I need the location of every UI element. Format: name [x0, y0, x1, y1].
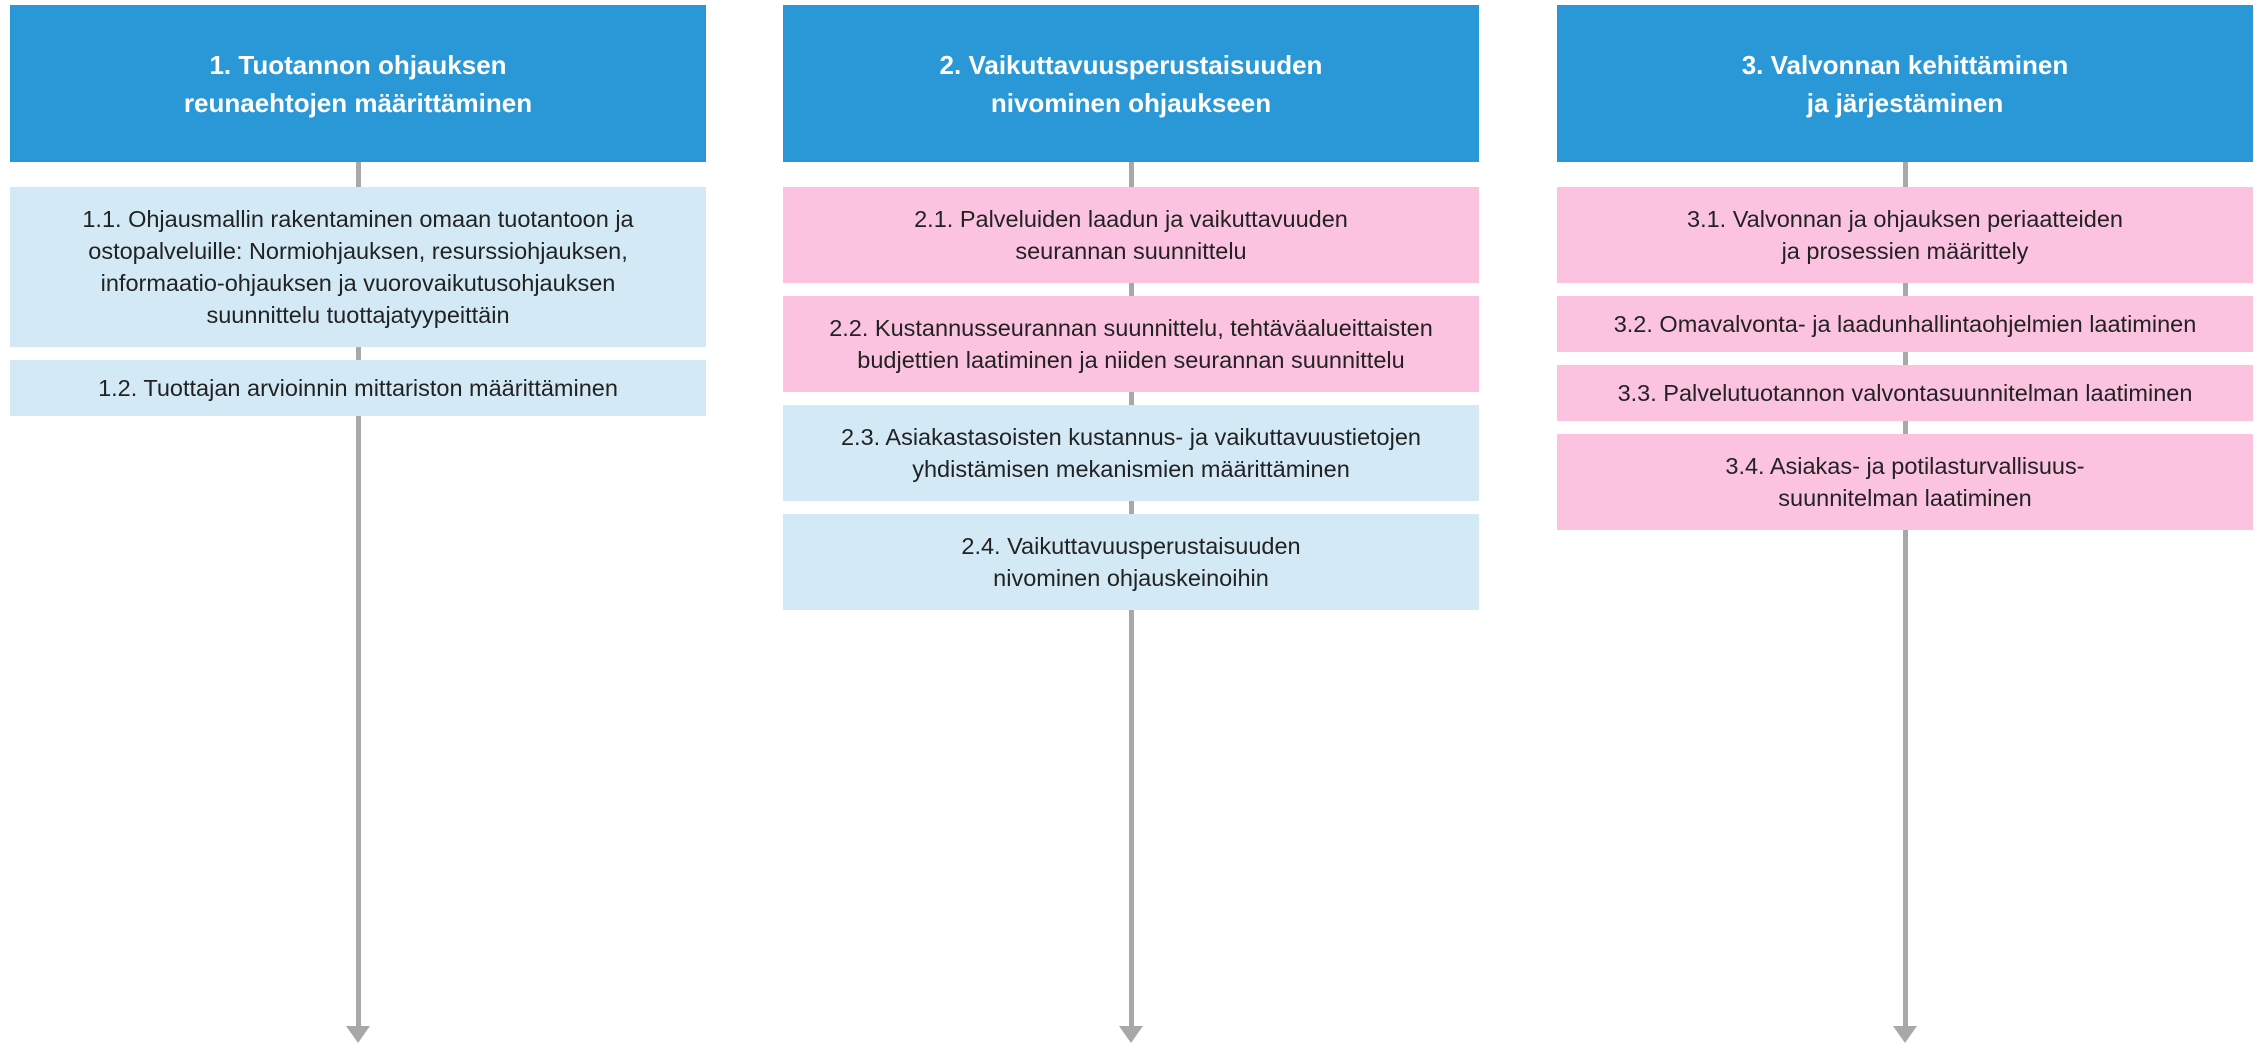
task-text-line: suunnittelu tuottajatyypeittäin: [206, 302, 510, 328]
column-title-line: 1. Tuotannon ohjauksen: [209, 49, 507, 80]
column-1: [10, 0, 706, 1045]
task-text-line: yhdistämisen mekanismien määrittäminen: [912, 456, 1350, 482]
column-3: [1557, 0, 2253, 1045]
task-box-2-3: [783, 405, 1479, 501]
task-text-line: nivominen ohjauskeinoihin: [993, 565, 1269, 591]
arrow-down-icon: [1119, 1026, 1143, 1043]
task-text-line: 2.2. Kustannusseurannan suunnittelu, tehtäväalueittaisten: [829, 315, 1433, 341]
arrow-down-icon: [346, 1026, 370, 1043]
task-text-line: 2.4. Vaikuttavuusperustaisuuden: [961, 533, 1301, 559]
arrow-down-icon: [1893, 1026, 1917, 1043]
task-box-3-3: [1557, 365, 2253, 421]
task-text-line: seurannan suunnittelu: [1015, 238, 1247, 264]
column-title-line: nivominen ohjaukseen: [990, 87, 1272, 118]
task-text-line: 1.2. Tuottajan arvioinnin mittariston määrittäminen: [98, 375, 618, 401]
column-title-line: ja järjestäminen: [1806, 87, 2004, 118]
column-title-line: reunaehtojen määrittäminen: [183, 87, 533, 118]
task-box-2-1: [783, 187, 1479, 283]
task-text-line: 3.1. Valvonnan ja ohjauksen periaatteiden: [1687, 206, 2123, 232]
task-text-line: budjettien laatiminen ja niiden seurannan suunnittelu: [857, 347, 1405, 373]
column-title-line: 2. Vaikuttavuusperustaisuuden: [939, 49, 1323, 80]
task-list: [783, 187, 1479, 610]
task-text-line: 3.4. Asiakas- ja potilasturvallisuus-: [1725, 453, 2085, 479]
task-text-line: 3.3. Palvelutuotannon valvontasuunnitelman laatiminen: [1617, 380, 2193, 406]
task-box-2-2: [783, 296, 1479, 392]
task-text-line: 3.2. Omavalvonta- ja laadunhallintaohjelmien laatiminen: [1613, 311, 2197, 337]
task-list: [10, 187, 706, 416]
column-2: [783, 0, 1479, 1045]
column-header: [783, 5, 1479, 162]
column-header: [10, 5, 706, 162]
task-box-3-2: [1557, 296, 2253, 352]
task-text-line: ostopalveluille: Normiohjauksen, resurssiohjauksen,: [88, 238, 628, 264]
task-text-line: ja prosessien määrittely: [1781, 238, 2029, 264]
task-text-line: 2.3. Asiakastasoisten kustannus- ja vaikuttavuustietojen: [840, 424, 1421, 450]
task-text-line: suunnitelman laatiminen: [1778, 485, 2032, 511]
task-box-2-4: [783, 514, 1479, 610]
task-list: [1557, 187, 2253, 530]
task-box-1-2: [10, 360, 706, 416]
task-text-line: informaatio-ohjauksen ja vuorovaikutusohjauksen: [100, 270, 616, 296]
task-box-3-4: [1557, 434, 2253, 530]
task-box-1-1: [10, 187, 706, 347]
column-title-line: 3. Valvonnan kehittäminen: [1741, 49, 2069, 80]
task-text-line: 2.1. Palveluiden laadun ja vaikuttavuuden: [914, 206, 1348, 232]
column-header: [1557, 5, 2253, 162]
task-text-line: 1.1. Ohjausmallin rakentaminen omaan tuotantoon ja: [82, 206, 634, 232]
task-box-3-1: [1557, 187, 2253, 283]
